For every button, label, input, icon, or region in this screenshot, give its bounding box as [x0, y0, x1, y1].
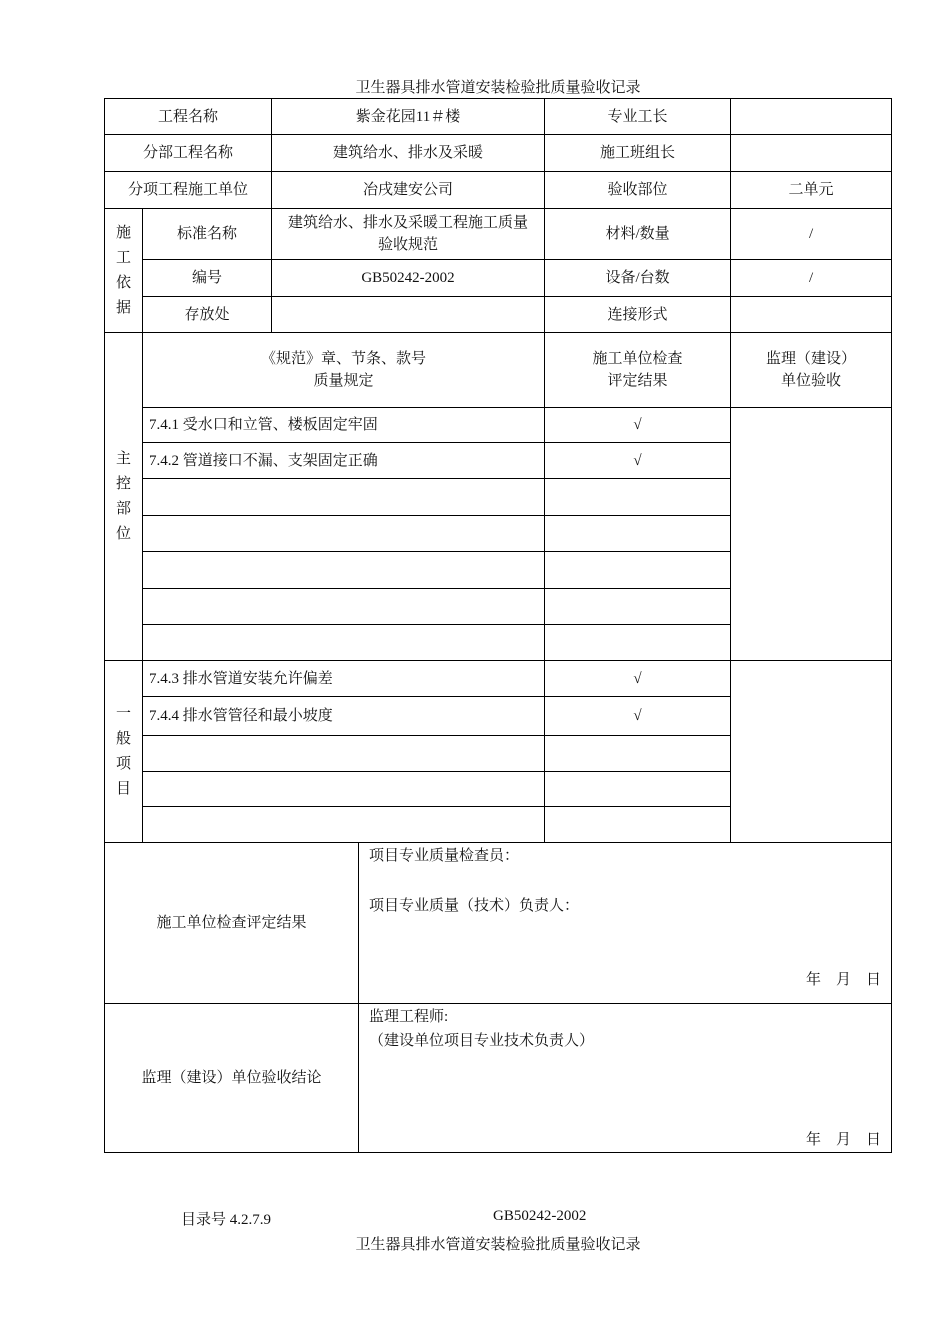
general-char-1: 一 — [115, 705, 131, 722]
code-label: 编号 — [143, 260, 272, 297]
footer-standard-code: GB50242-2002 — [493, 1208, 587, 1224]
spec-header-line2: 质量规定 — [313, 373, 374, 389]
spec-column-header — [143, 333, 545, 408]
storage-value — [272, 297, 545, 333]
footer-title: 卫生器具排水管道安装检验批质量验收记录 — [355, 1237, 641, 1253]
main-item-2-spec: 7.4.2 管道接口不漏、支架固定正确 — [143, 443, 545, 479]
team-leader-label: 施工班组长 — [545, 135, 731, 172]
general-item-1-spec: 7.4.3 排水管道安装允许偏差 — [143, 661, 545, 697]
supervision-engineer-label: 监理工程师: — [369, 1009, 449, 1025]
general-item-2-result: √ — [545, 697, 731, 736]
main-control-char-4: 位 — [115, 525, 131, 542]
row-storage — [105, 297, 892, 333]
empty-result-cell — [545, 479, 731, 516]
general-vertical-label — [105, 661, 143, 843]
contractor-date: 年 月 日 — [806, 972, 882, 988]
owner-representative-label: （建设单位项目专业技术负责人） — [369, 1033, 595, 1049]
general-char-3: 项 — [115, 755, 131, 772]
table-row — [105, 661, 892, 697]
empty-result-cell — [545, 772, 731, 807]
storage-label: 存放处 — [143, 297, 272, 333]
supervisor-header-line2: 单位验收 — [781, 373, 842, 389]
basis-char-3: 依 — [115, 274, 131, 291]
location-label: 验收部位 — [545, 172, 731, 209]
check-column-header — [545, 333, 731, 408]
main-control-char-3: 部 — [115, 500, 131, 517]
foreman-label: 专业工长 — [545, 99, 731, 135]
row-code — [105, 260, 892, 297]
code-value: GB50242-2002 — [272, 260, 545, 297]
quality-manager-label: 项目专业质量（技术）负责人： — [369, 898, 580, 914]
empty-result-cell — [545, 625, 731, 661]
empty-result-cell — [545, 736, 731, 772]
empty-spec-cell — [143, 552, 545, 589]
empty-spec-cell — [143, 807, 545, 843]
main-item-2-result: √ — [545, 443, 731, 479]
check-header-line2: 评定结果 — [607, 373, 668, 389]
empty-result-cell — [545, 589, 731, 625]
subproject-value: 建筑给水、排水及采暖 — [272, 135, 545, 172]
main-control-char-2: 控 — [115, 475, 131, 492]
row-standard-name — [105, 209, 892, 260]
project-name-value: 紫金花园11＃楼 — [272, 99, 545, 135]
general-char-4: 目 — [115, 780, 131, 797]
supervisor-header-line1: 监理（建设） — [766, 351, 857, 367]
material-label: 材料/数量 — [545, 209, 731, 260]
location-value: 二单元 — [731, 172, 892, 209]
empty-spec-cell — [143, 479, 545, 516]
basis-char-1: 施 — [115, 224, 131, 241]
empty-spec-cell — [143, 589, 545, 625]
general-supervisor-cell — [731, 661, 892, 843]
connection-label: 连接形式 — [545, 297, 731, 333]
team-leader-value — [731, 135, 892, 172]
row-supervisor-conclusion — [105, 1004, 892, 1153]
main-control-char-1: 主 — [115, 450, 131, 467]
row-project-name — [105, 99, 892, 135]
empty-result-cell — [545, 516, 731, 552]
supervisor-date: 年 月 日 — [806, 1132, 882, 1148]
equipment-label: 设备/台数 — [545, 260, 731, 297]
contractor-label: 分项工程施工单位 — [105, 172, 272, 209]
contractor-evaluation-label: 施工单位检查评定结果 — [105, 843, 359, 1004]
supervisor-conclusion-label: 监理（建设）单位验收结论 — [105, 1004, 359, 1153]
document-title: 卫生器具排水管道安装检验批质量验收记录 — [355, 80, 641, 96]
basis-char-4: 据 — [115, 299, 131, 316]
empty-spec-cell — [143, 736, 545, 772]
row-contractor — [105, 172, 892, 209]
check-header-line1: 施工单位检查 — [592, 351, 683, 367]
supervisor-signature-cell — [359, 1004, 892, 1153]
main-control-supervisor-cell — [731, 408, 892, 661]
empty-result-cell — [545, 552, 731, 589]
basis-char-2: 工 — [115, 249, 131, 266]
quality-inspector-label: 项目专业质量检查员： — [369, 848, 520, 864]
material-value: / — [731, 209, 892, 260]
project-name-label: 工程名称 — [105, 99, 272, 135]
standard-name-label: 标准名称 — [143, 209, 272, 260]
row-contractor-evaluation — [105, 843, 892, 1004]
foreman-value — [731, 99, 892, 135]
empty-spec-cell — [143, 516, 545, 552]
catalog-number: 目录号 4.2.7.9 — [181, 1212, 272, 1228]
main-control-vertical-label — [105, 333, 143, 661]
subproject-label: 分部工程名称 — [105, 135, 272, 172]
general-item-1-result: √ — [545, 661, 731, 697]
standard-name-value: 建筑给水、排水及采暖工程施工质量验收规范 — [272, 209, 545, 260]
equipment-value: / — [731, 260, 892, 297]
empty-spec-cell — [143, 772, 545, 807]
empty-spec-cell — [143, 625, 545, 661]
basis-vertical-label — [105, 209, 143, 333]
supervisor-column-header — [731, 333, 892, 408]
contractor-signature-cell — [359, 843, 892, 1004]
row-column-headers — [105, 333, 892, 408]
spec-header-line1: 《规范》章、节条、款号 — [261, 351, 427, 367]
main-item-1-spec: 7.4.1 受水口和立管、楼板固定牢固 — [143, 408, 545, 443]
row-subproject — [105, 135, 892, 172]
empty-result-cell — [545, 807, 731, 843]
general-char-2: 般 — [115, 730, 131, 747]
connection-value — [731, 297, 892, 333]
contractor-value: 冶戌建安公司 — [272, 172, 545, 209]
table-row — [105, 408, 892, 443]
inspection-table — [104, 98, 892, 1153]
main-item-1-result: √ — [545, 408, 731, 443]
general-item-2-spec: 7.4.4 排水管管径和最小坡度 — [143, 697, 545, 736]
